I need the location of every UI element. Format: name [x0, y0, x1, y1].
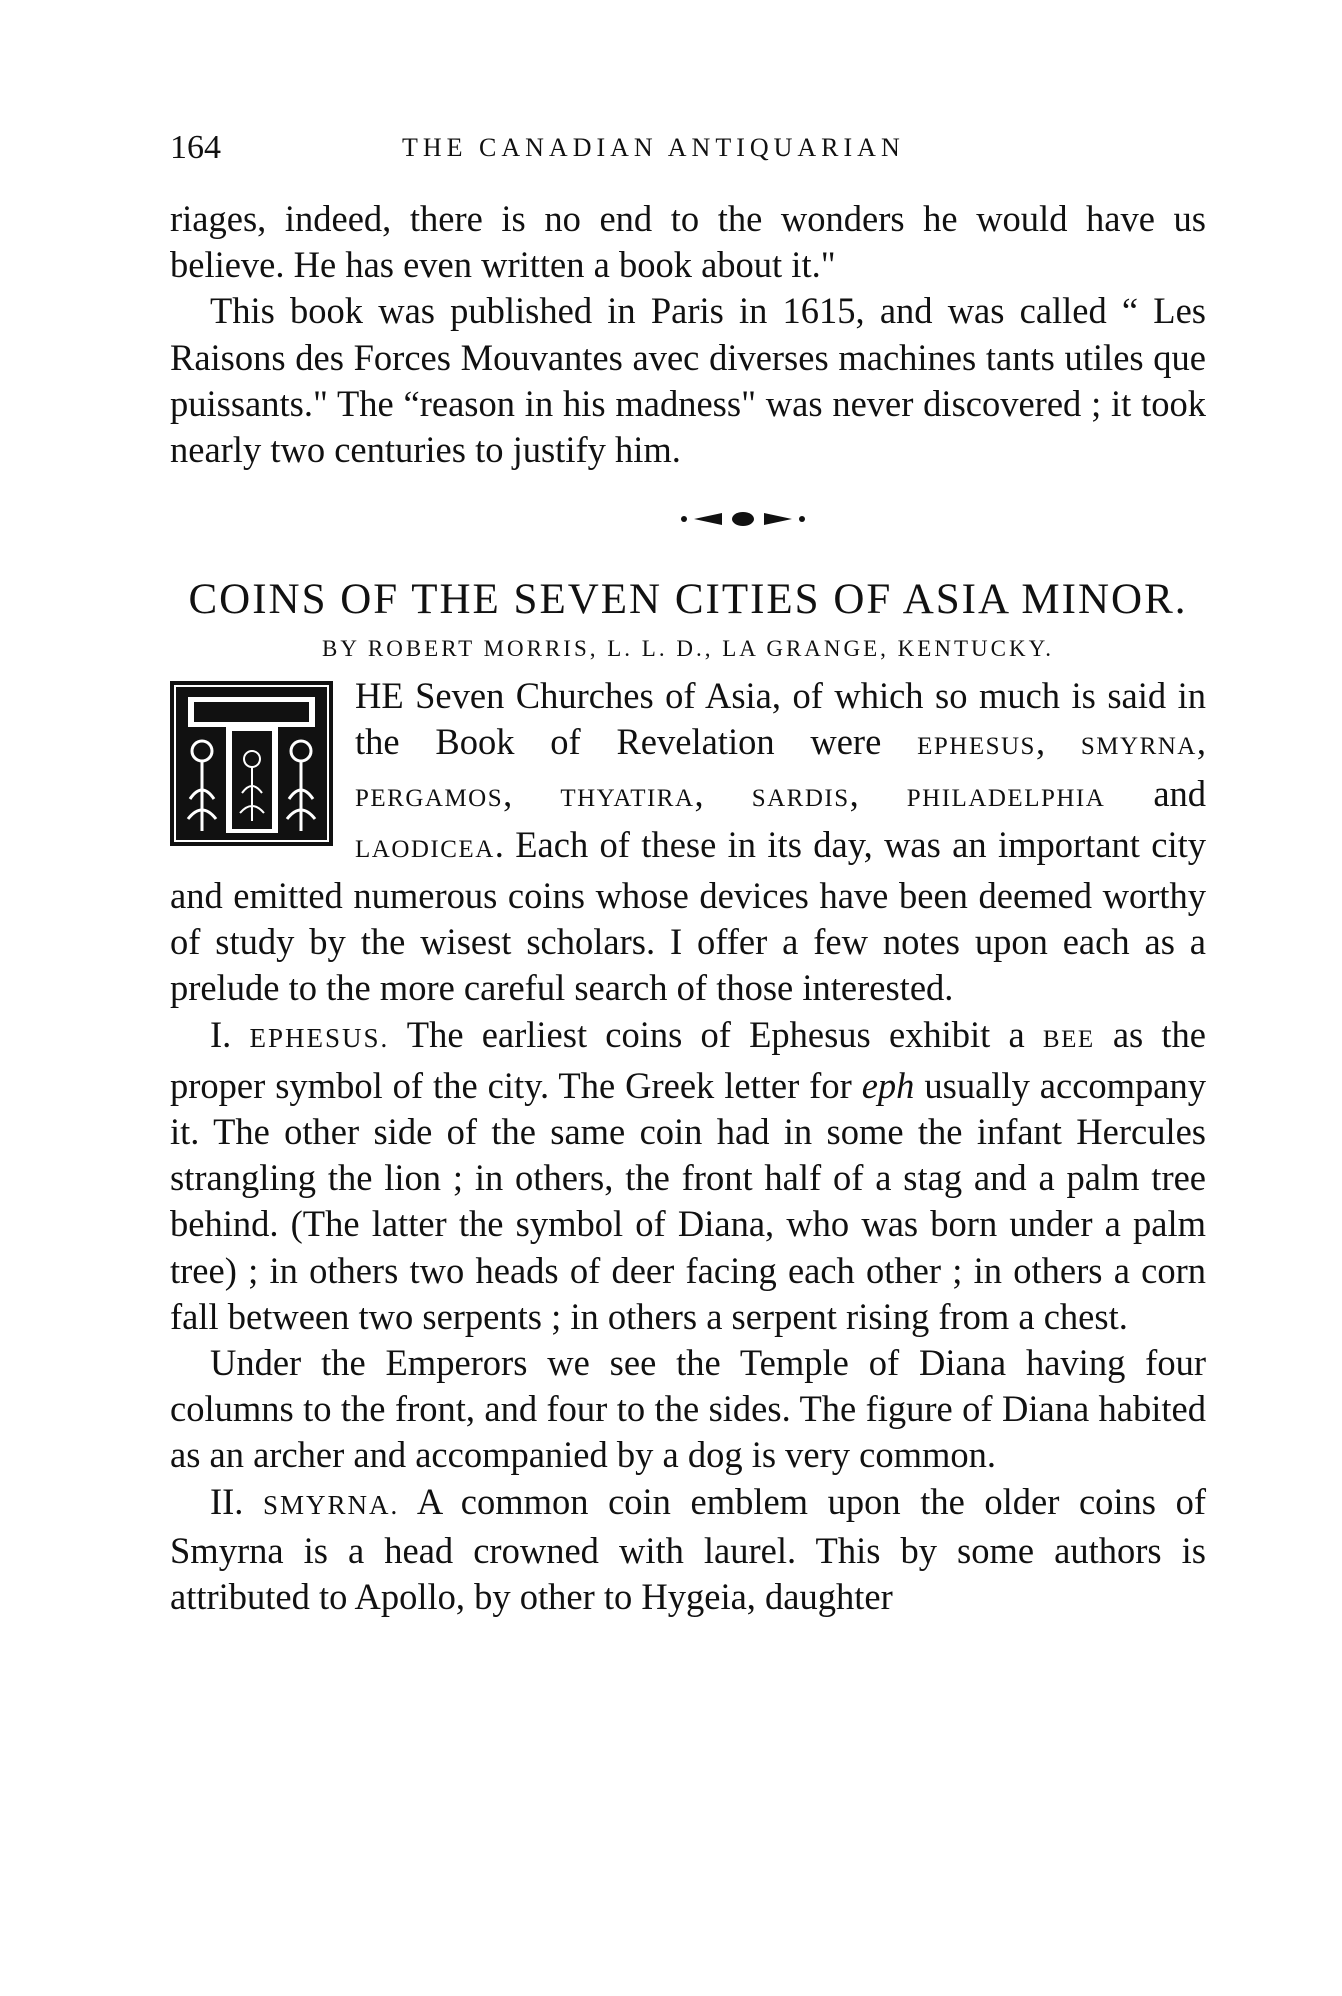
paragraph-intro: HE Seven Churches of Asia, of which so much is said in the Book of Revelation were EPHESUS, SMYRNA, PERGAMOS, THYATIRA, SARDIS, PHILADELPHIA and LAODICEA. Each of these in its day, was an important city and emitted numerous coins whose devices have been deemed worthy of study by the wisest scholars. I offer a few notes upon each as a prelude to the more careful search of those interested.: [170, 675, 1207, 1009]
paragraph-smyrna: II. SMYRNA. A common coin emblem upon the older coins of Smyrna is a head crowned with laurel. This by some authors is attributed to Apollo, by other to Hygeia, daughter: [170, 1480, 1206, 1618]
section-ornament: [170, 473, 1206, 565]
city-laodicea: LAODICEA: [355, 835, 495, 863]
city-ephesus: EPHESUS: [917, 733, 1036, 761]
section-number: II.: [210, 1480, 244, 1522]
paragraph-book: This book was published in Paris in 1615, and was called “ Les Raisons des Forces Mouvantes avec diverses machines tants utiles que puissants." The “reason in his madness" was never discovered ; it took nearly two centuries to justify him.: [170, 290, 1206, 471]
word-bee: BEE: [1042, 1025, 1095, 1053]
city-pergamos: PERGAMOS: [355, 784, 504, 812]
word-eph: eph: [861, 1064, 915, 1106]
city-philadelphia: PHILADELPHIA: [906, 784, 1106, 812]
section-heading-smyrna: SMYRNA.: [263, 1489, 400, 1520]
page-number: 164: [170, 129, 221, 166]
city-smyrna: SMYRNA: [1080, 733, 1197, 761]
section-heading-ephesus: EPHESUS.: [249, 1022, 390, 1053]
city-sardis: SARDIS: [751, 784, 850, 812]
paragraph-continued: riages, indeed, there is no end to the wonders he would have us believe. He has even written a book about it.": [170, 198, 1206, 286]
city-thyatira: THYATIRA: [560, 784, 695, 812]
ornament-flourish-icon: [678, 508, 808, 530]
running-header: [170, 126, 1210, 170]
running-title: THE CANADIAN ANTIQUARIAN: [402, 133, 905, 162]
section-number: I.: [210, 1013, 232, 1055]
paragraph-ephesus: I. EPHESUS. The earliest coins of Ephesus exhibit a BEE as the proper symbol of the city. The Greek letter for eph usually accompany it. The other side of the same coin had in some the infant Hercules strangling the lion ; in others, the front half of a stag and a palm tree behind. (The latter the symbol of Diana, who was born under a palm tree) ; in others two heads of deer facing each other ; in others a corn fall between two serpents ; in others a serpent rising from a chest.: [170, 1013, 1206, 1337]
page-body: [170, 196, 1206, 1620]
article-title: COINS OF THE SEVEN CITIES OF ASIA MINOR.: [188, 576, 1188, 624]
drop-cap-t-icon: [170, 681, 333, 846]
paragraph-emperors: Under the Emperors we see the Temple of Diana having four columns to the front, and four to the sides. The figure of Diana habited as an archer and accompanied by a dog is very common.: [170, 1342, 1206, 1476]
article-byline: BY ROBERT MORRIS, L. L. D., LA GRANGE, KENTUCKY.: [322, 636, 1054, 662]
